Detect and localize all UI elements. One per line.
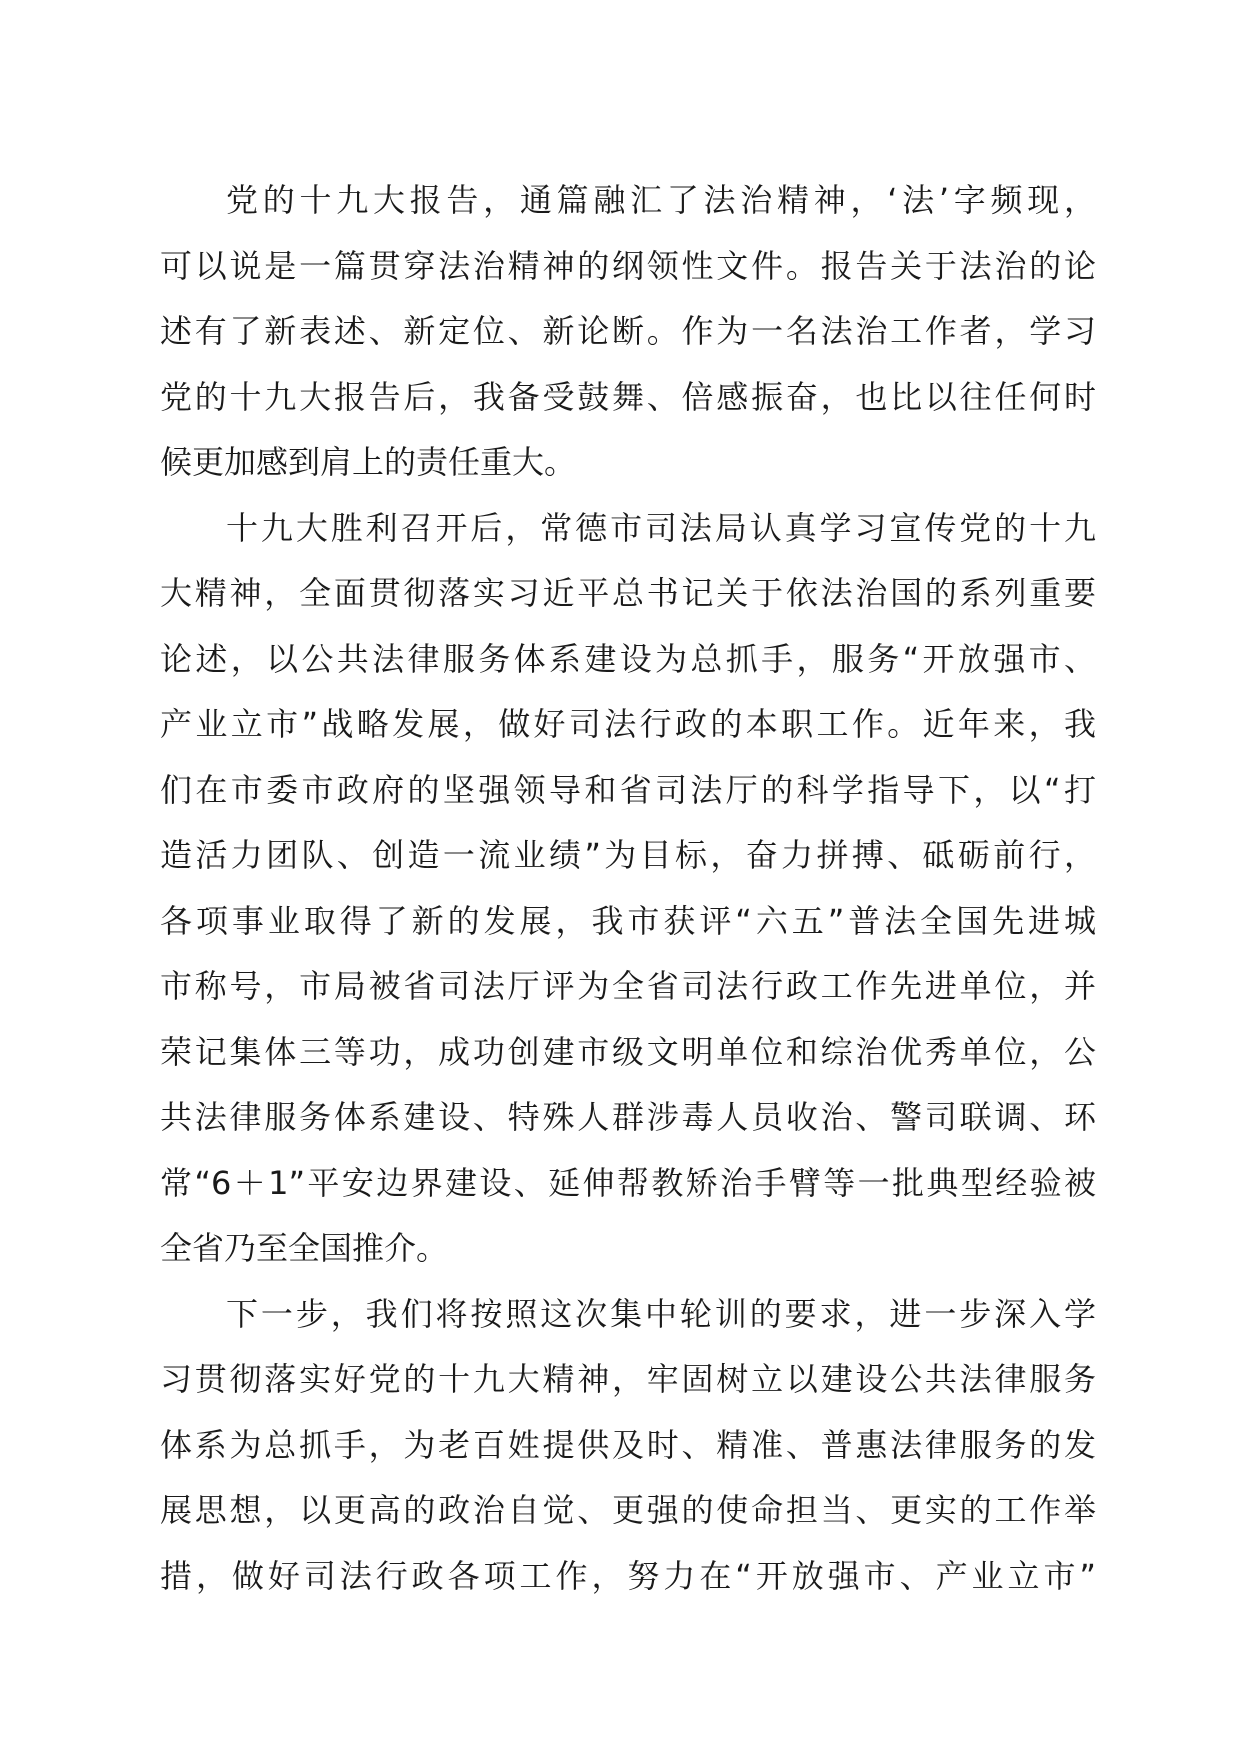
text-line: 体系为总抓手，为老百姓提供及时、精准、普惠法律服务的发 bbox=[160, 1425, 1096, 1464]
paragraph-1 bbox=[160, 168, 1096, 496]
text-line: 荣记集体三等功，成功创建市级文明单位和综治优秀单位，公 bbox=[160, 1032, 1096, 1071]
text-line: 市称号，市局被省司法厅评为全省司法行政工作先进单位，并 bbox=[160, 967, 1096, 1005]
text-line: 习贯彻落实好党的十九大精神，牢固树立以建设公共法律服务 bbox=[160, 1360, 1096, 1398]
text-line: 十九大胜利召开后，常德市司法局认真学习宣传党的十九 bbox=[226, 508, 1096, 547]
text-line: 措，做好司法行政各项工作，努力在“开放强市、产业立市” bbox=[160, 1556, 1096, 1595]
text-line: 全省乃至全国推介。 bbox=[160, 1229, 449, 1267]
text-line: 党的十九大报告，通篇融汇了法治精神，‘法’字频现， bbox=[226, 181, 1096, 219]
text-line: 党的十九大报告后，我备受鼓舞、倍感振奋，也比以往任何时 bbox=[160, 377, 1096, 416]
text-line: 可以说是一篇贯穿法治精神的纲领性文件。报告关于法治的论 bbox=[160, 246, 1096, 285]
paragraph-3 bbox=[160, 1282, 1096, 1610]
text-line: 常“6＋1”平安边界建设、延伸帮教矫治手臂等一批典型经验被 bbox=[160, 1163, 1096, 1202]
text-line: 们在市委市政府的坚强领导和省司法厅的科学指导下，以“打 bbox=[160, 770, 1096, 809]
text-line: 下一步，我们将按照这次集中轮训的要求，进一步深入学 bbox=[226, 1294, 1096, 1333]
text-line: 论述，以公共法律服务体系建设为总抓手，服务“开放强市、 bbox=[160, 639, 1096, 678]
document-body bbox=[160, 168, 1096, 1609]
text-line: 大精神，全面贯彻落实习近平总书记关于依法治国的系列重要 bbox=[160, 574, 1096, 612]
text-line: 共法律服务体系建设、特殊人群涉毒人员收治、警司联调、环 bbox=[160, 1098, 1096, 1136]
paragraph-2 bbox=[160, 496, 1096, 1282]
text-line: 述有了新表述、新定位、新论断。作为一名法治工作者，学习 bbox=[160, 312, 1096, 350]
text-line: 产业立市”战略发展，做好司法行政的本职工作。近年来，我 bbox=[160, 705, 1096, 743]
text-line: 各项事业取得了新的发展，我市获评“六五”普法全国先进城 bbox=[160, 901, 1096, 940]
text-line: 展思想，以更高的政治自觉、更强的使命担当、更实的工作举 bbox=[160, 1491, 1096, 1529]
text-line: 造活力团队、创造一流业绩”为目标，奋力拼搏、砥砺前行， bbox=[160, 836, 1096, 874]
text-line: 候更加感到肩上的责任重大。 bbox=[160, 443, 577, 481]
